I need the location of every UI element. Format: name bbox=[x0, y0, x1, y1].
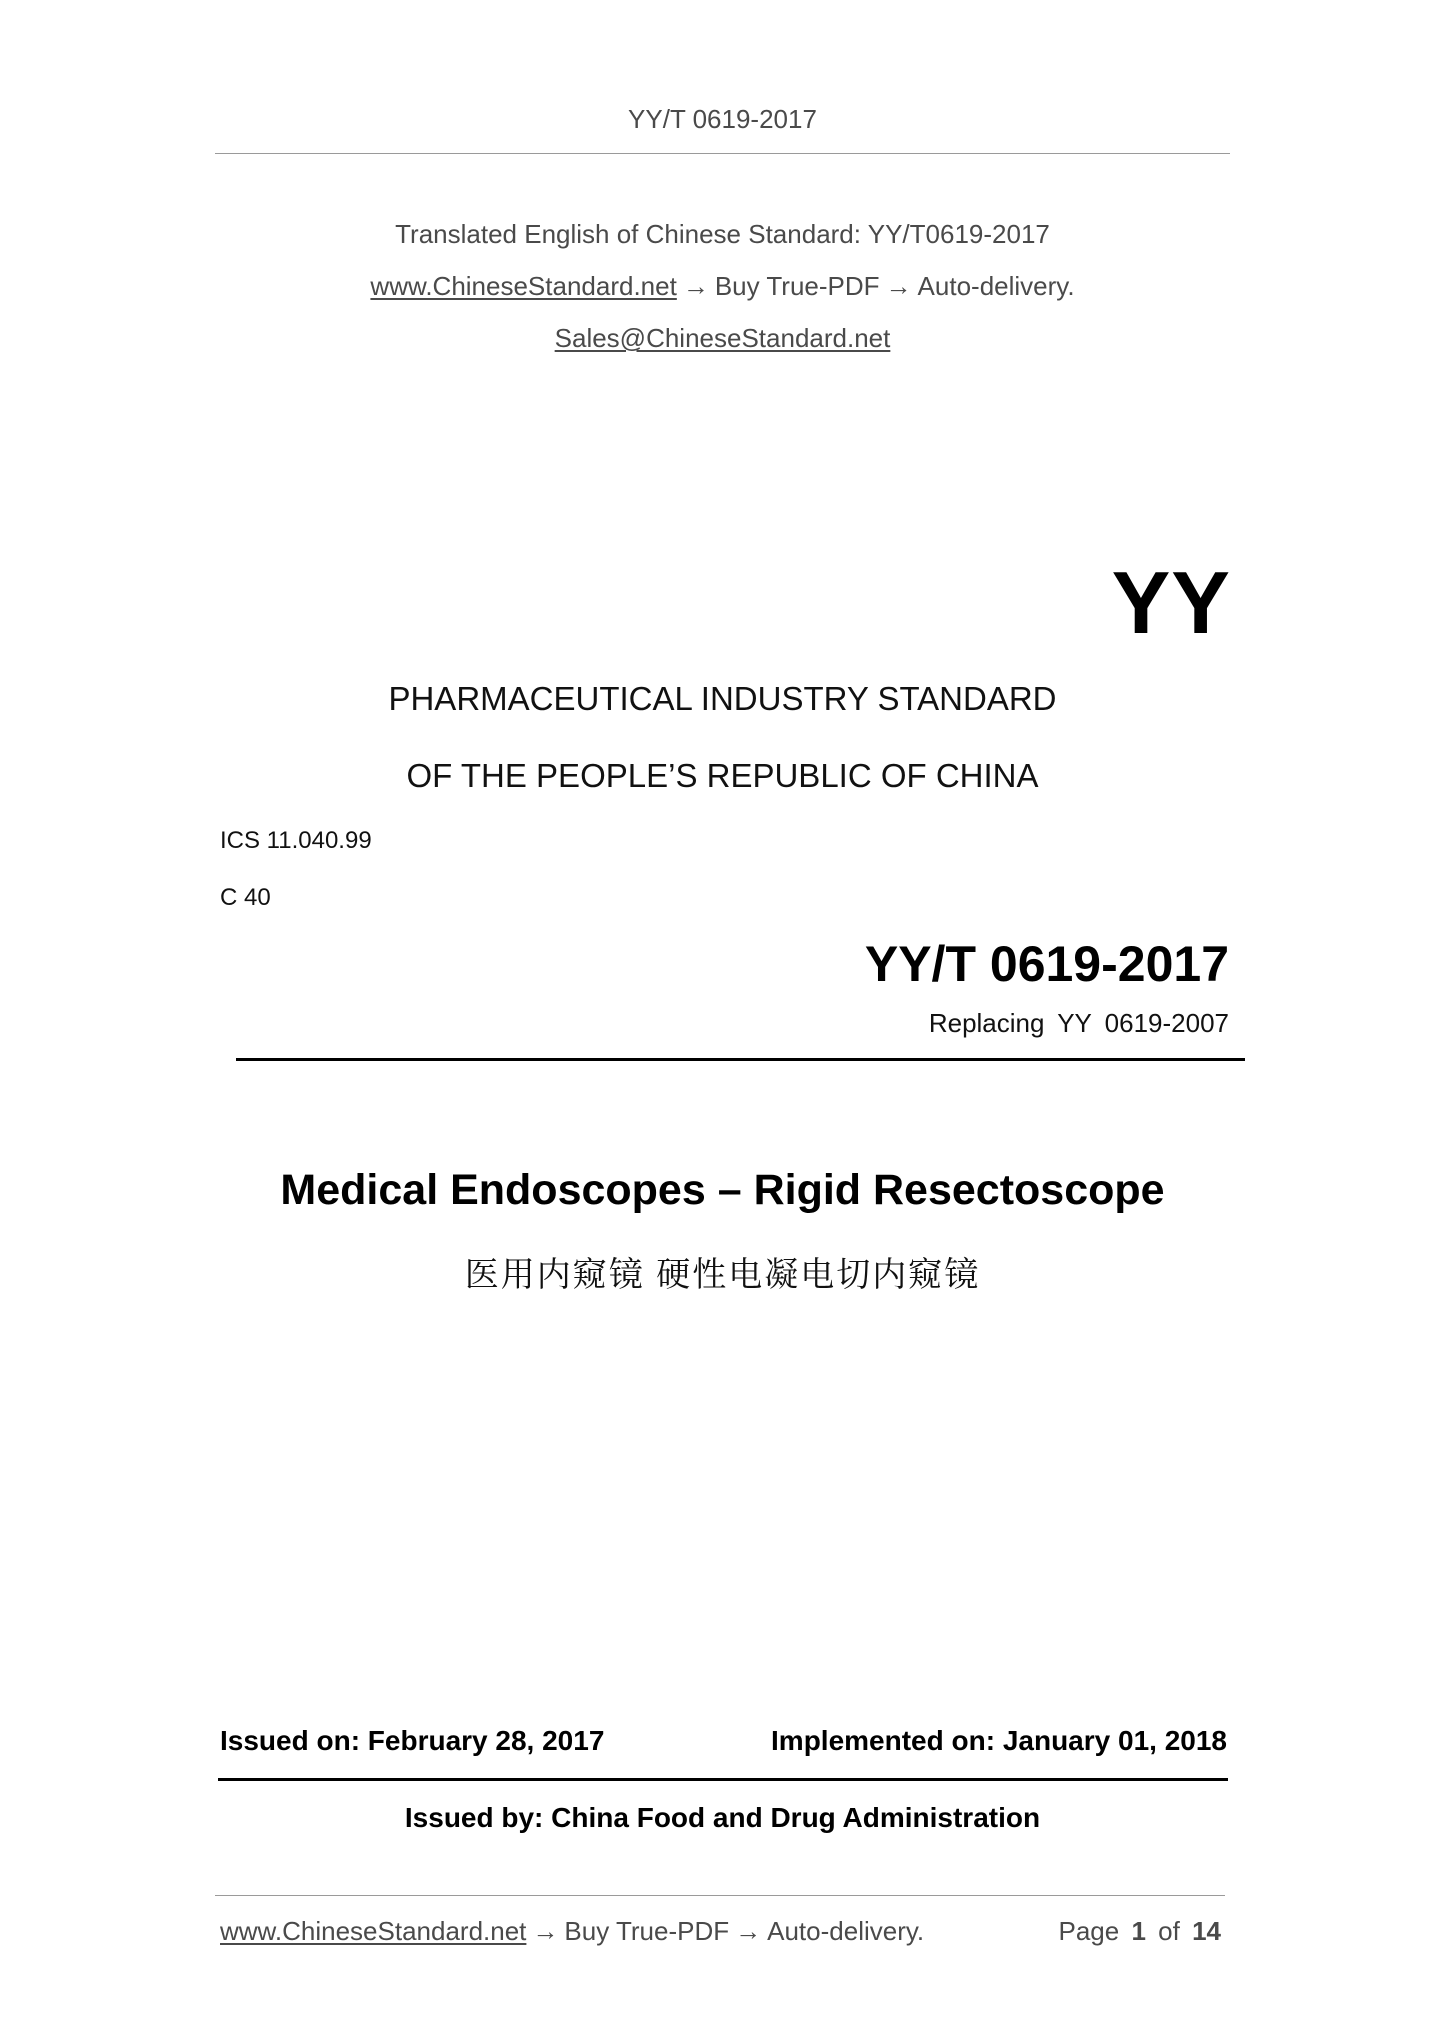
page-number: 1 bbox=[1131, 1916, 1146, 1946]
standard-mark: YY bbox=[1111, 553, 1231, 652]
site-link[interactable]: www.ChineseStandard.net bbox=[370, 271, 677, 301]
email-line bbox=[215, 323, 1230, 354]
delivery-text: Auto-delivery. bbox=[917, 271, 1075, 301]
ics-code: ICS 11.040.99 bbox=[220, 827, 372, 854]
page-indicator bbox=[1058, 1916, 1221, 1947]
arrow-right-icon: → bbox=[885, 271, 912, 301]
industry-title-line2: OF THE PEOPLE’S REPUBLIC OF CHINA bbox=[406, 757, 1039, 794]
translation-notice: Translated English of Chinese Standard: YY/T0619-2017 bbox=[395, 219, 1050, 249]
running-header: YY/T 0619-2017 bbox=[628, 104, 817, 134]
page-label: Page bbox=[1058, 1916, 1120, 1946]
buy-text: Buy True-PDF bbox=[714, 271, 880, 301]
sales-email-link[interactable]: Sales@ChineseStandard.net bbox=[554, 323, 891, 353]
footer-purchase-line bbox=[220, 1916, 924, 1947]
ccs-code: C 40 bbox=[220, 884, 271, 911]
footer-site-link[interactable]: www.ChineseStandard.net bbox=[220, 1916, 527, 1946]
page-total: 14 bbox=[1192, 1916, 1221, 1946]
arrow-right-icon: → bbox=[735, 1916, 762, 1946]
replacing-note: Replacing YY 0619-2007 bbox=[928, 1008, 1229, 1038]
industry-title-line1: PHARMACEUTICAL INDUSTRY STANDARD bbox=[388, 680, 1057, 717]
implemented-date: Implemented on: January 01, 2018 bbox=[771, 1725, 1227, 1756]
issued-date: Issued on: February 28, 2017 bbox=[220, 1725, 605, 1756]
document-title-en: Medical Endoscopes – Rigid Resectoscope bbox=[280, 1166, 1165, 1214]
arrow-right-icon: → bbox=[682, 271, 709, 301]
header-divider bbox=[215, 153, 1230, 154]
issue-divider bbox=[218, 1778, 1228, 1781]
purchase-line bbox=[215, 271, 1230, 302]
standard-number: YY/T 0619-2017 bbox=[864, 936, 1229, 992]
title-divider bbox=[236, 1058, 1245, 1061]
document-title-cn: 医用内窥镜 硬性电凝电切内窥镜 bbox=[464, 1256, 981, 1294]
footer-delivery-text: Auto-delivery. bbox=[767, 1916, 925, 1946]
issuing-authority: Issued by: China Food and Drug Administration bbox=[404, 1802, 1041, 1833]
footer-buy-text: Buy True-PDF bbox=[564, 1916, 730, 1946]
arrow-right-icon: → bbox=[532, 1916, 559, 1946]
footer-divider bbox=[215, 1895, 1225, 1896]
of-label: of bbox=[1158, 1916, 1180, 1946]
